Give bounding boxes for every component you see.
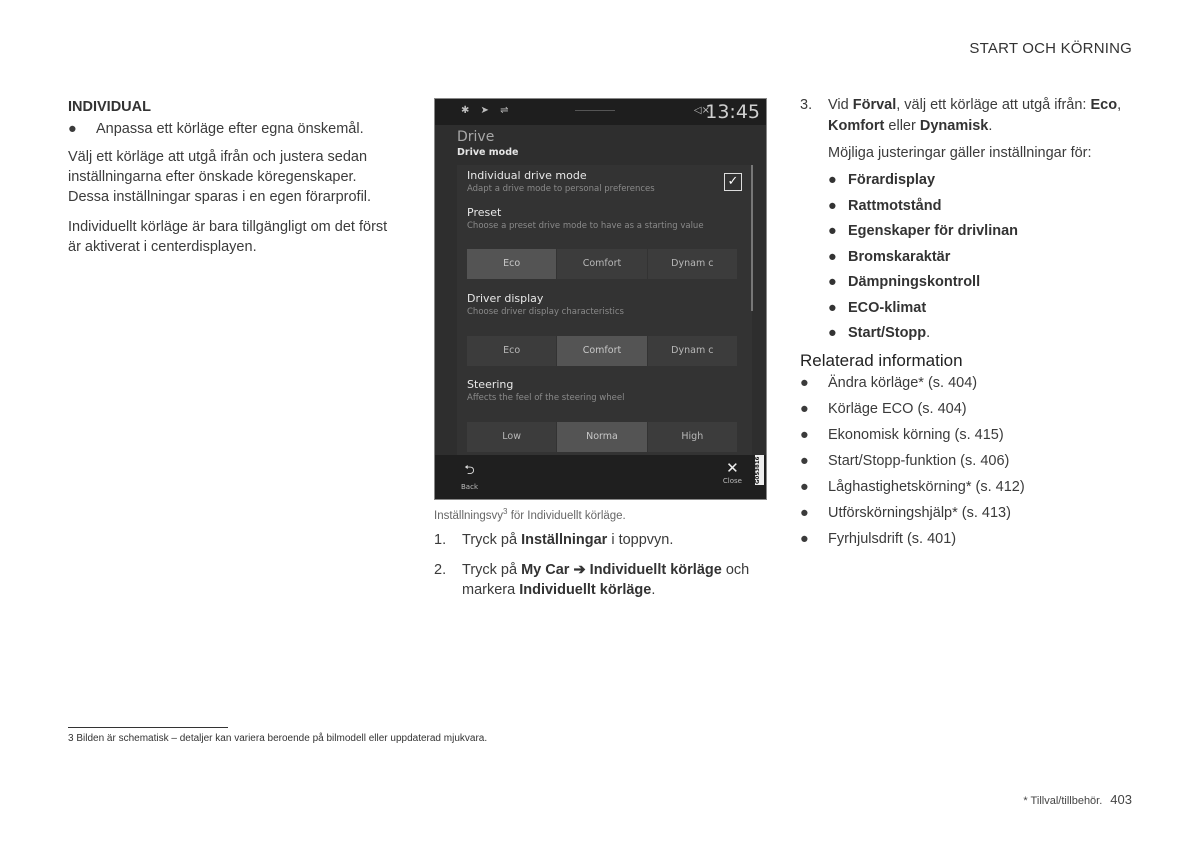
driver-option-eco[interactable]: Eco xyxy=(467,336,556,366)
ui-term: Inställningar xyxy=(521,532,608,548)
list-item: ● Start/Stopp . xyxy=(828,325,931,341)
intro-bullet xyxy=(68,119,398,139)
related-link[interactable]: ● Ekonomisk körning (s. 415) xyxy=(800,427,1004,443)
screen-subtitle: Drive mode xyxy=(457,147,519,158)
volume-icon: ◁× xyxy=(693,105,710,116)
bottom-bar xyxy=(435,455,766,499)
list-item: ● Förardisplay xyxy=(828,172,936,188)
driver-option-dynamic[interactable]: Dynam c xyxy=(648,336,737,366)
preset-selector xyxy=(467,249,737,279)
step-number: 1. xyxy=(434,532,447,548)
step-2 xyxy=(434,560,774,600)
steps-list xyxy=(434,530,774,610)
page-section-title: START OCH KÖRNING xyxy=(969,40,1132,57)
step-3 xyxy=(800,95,1140,137)
list-item: ● Dämpningskontroll xyxy=(828,274,981,290)
individual-mode-label: Individual drive mode xyxy=(467,169,587,182)
related-heading: Relaterad information xyxy=(800,351,963,370)
preset-option-comfort[interactable]: Comfort xyxy=(557,249,646,279)
steering-selector xyxy=(467,422,737,452)
driver-display-label: Driver display xyxy=(467,292,544,305)
list-item: ● ECO-klimat xyxy=(828,299,927,316)
adjustments-list xyxy=(828,170,1140,344)
intro-paragraph-1: Välj ett körläge att utgå ifrån och justera sedan inställningarna efter önskade köregenskaper. Dessa inställningar sparas i en egen förarprofil. xyxy=(68,149,372,205)
ui-term: Individuellt körläge xyxy=(519,582,652,598)
accessory-note: * Tillval/tillbehör. xyxy=(1023,795,1103,807)
intro-column xyxy=(68,97,398,267)
right-column xyxy=(800,95,1140,555)
related-link[interactable]: ● Låghastighetskörning* (s. 412) xyxy=(800,479,1025,495)
intro-paragraph-2: Individuellt körläge är bara tillgängligt om det först är aktiverat i centerdisplayen. xyxy=(68,219,388,255)
checkbox-checked-icon[interactable]: ✓ xyxy=(724,173,742,191)
close-button[interactable] xyxy=(723,459,742,485)
list-item: ● Bromskaraktär xyxy=(828,248,951,265)
preset-option-eco[interactable]: Eco xyxy=(467,249,556,279)
image-code: G053816 xyxy=(755,455,764,485)
preset-option-dynamic[interactable]: Dynam c xyxy=(648,249,737,279)
pull-down-handle xyxy=(575,110,615,111)
steering-option-normal[interactable]: Norma xyxy=(557,422,646,452)
arrow-icon: ➔ xyxy=(573,562,586,578)
driver-display-selector xyxy=(467,336,737,366)
caption-footnote-ref: 3 xyxy=(503,507,508,516)
clock: 13:45 xyxy=(705,101,760,123)
step-number: 3. xyxy=(800,97,813,113)
list-item: ● Egenskaper för drivlinan xyxy=(828,223,1019,239)
page-number: 403 xyxy=(1110,792,1132,807)
driver-option-comfort[interactable]: Comfort xyxy=(557,336,646,366)
related-link[interactable]: ● Fyrhjulsdrift (s. 401) xyxy=(800,531,957,547)
bluetooth-location-icons: ✱ ➤ ⇌ xyxy=(461,105,513,116)
close-label: Close xyxy=(722,477,742,485)
ui-term: Individuellt körläge xyxy=(585,562,722,578)
preset-label: Preset xyxy=(467,206,502,219)
steering-desc: Affects the feel of the steering wheel xyxy=(467,393,625,403)
steering-option-high[interactable]: High xyxy=(648,422,737,452)
related-link[interactable]: ● Start/Stopp-funktion (s. 406) xyxy=(800,453,1010,469)
driver-display-desc: Choose driver display characteristics xyxy=(467,307,624,317)
footnote-divider xyxy=(68,727,228,728)
figure-caption xyxy=(434,507,626,522)
adjustments-note: Möjliga justeringar gäller inställningar för: xyxy=(828,145,1092,161)
step-1-text: Tryck på Inställningar i toppvyn. xyxy=(462,532,674,548)
related-list xyxy=(800,373,1140,550)
step-1 xyxy=(434,530,774,550)
drive-mode-panel xyxy=(457,165,752,455)
screen-title: Drive xyxy=(457,129,495,145)
steering-option-low[interactable]: Low xyxy=(467,422,556,452)
section-heading: INDIVIDUAL xyxy=(68,99,151,115)
list-item: ● Rattmotstånd xyxy=(828,197,942,214)
caption-rest: för Individuellt körläge. xyxy=(507,509,626,522)
scrollbar[interactable] xyxy=(751,165,753,311)
settings-screenshot xyxy=(434,98,767,500)
back-arrow-icon: ⮌ xyxy=(464,463,475,478)
caption-text: Inställningsvy xyxy=(434,509,504,522)
ui-term: My Car xyxy=(521,562,570,578)
individual-mode-desc: Adapt a drive mode to personal preferences xyxy=(467,184,655,194)
intro-bullet-text: Anpassa ett körläge efter egna önskemål. xyxy=(96,121,364,137)
back-button[interactable] xyxy=(461,461,478,491)
related-link[interactable]: ● Utförskörningshjälp* (s. 413) xyxy=(800,505,1011,521)
step-2-text: Tryck på My Car ➔ Individuellt körläge och markera Individuellt körläge. xyxy=(462,562,750,598)
step-3-text: Vid Förval, välj ett körläge att utgå ifrån: Eco, Komfort eller Dynamisk. xyxy=(828,97,1122,134)
related-link[interactable]: ● Körläge ECO (s. 404) xyxy=(800,401,967,417)
step-number: 2. xyxy=(434,562,447,578)
close-icon: ✕ xyxy=(726,459,739,477)
steering-label: Steering xyxy=(467,378,514,391)
page-footer xyxy=(1023,792,1132,807)
bullet-dot: ● xyxy=(68,121,77,137)
status-bar xyxy=(435,99,766,125)
preset-desc: Choose a preset drive mode to have as a starting value xyxy=(467,221,704,231)
related-link[interactable]: ● Ändra körläge* (s. 404) xyxy=(800,375,978,391)
footnote: 3 Bilden är schematisk – detaljer kan variera beroende på bilmodell eller uppdaterad mjukvara. xyxy=(68,733,488,744)
back-label: Back xyxy=(461,483,478,491)
